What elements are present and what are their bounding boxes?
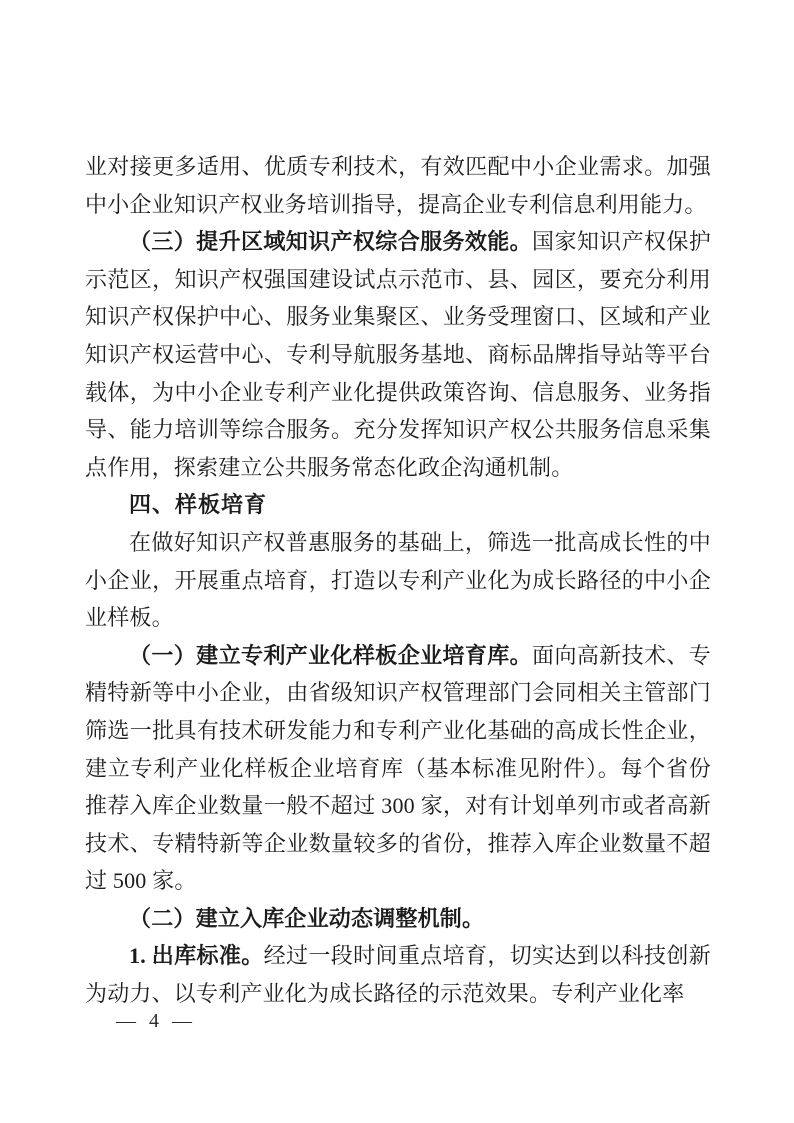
paragraph-section-4-intro <box>85 524 711 637</box>
paragraph-item-2 <box>85 900 711 938</box>
rule-1-body-text: 经过一段时间重点培育，切实达到以科技创新为动力、以专利产业化为成长路径的示范效果。专利产业化率 <box>85 943 711 1007</box>
paragraph-section-3 <box>85 223 711 486</box>
section-4-intro-text: 在做好知识产权普惠服务的基础上，筛选一批高成长性的中小企业，开展重点培育，打造以专利产业化为成长路径的中小企业样板。 <box>85 529 711 631</box>
item-1-body-text: 面向高新技术、专精特新等中小企业，由省级知识产权管理部门会同相关主管部门筛选一批具有技术研发能力和专利产业化基础的高成长性企业，建立专利产业化样板企业培育库（基本标准见附件）。每个省份推荐入库企业数量一般不超过 300 家，对有计划单列市或者高新技术、专精特新等企业数量较多的省份，推荐入库企业数量不超过 500 家。 <box>85 642 711 894</box>
heading-section-4 <box>85 486 711 524</box>
paragraph-continuation-text: 业对接更多适用、优质专利技术，有效匹配中小企业需求。加强中小企业知识产权业务培训指导，提高企业专利信息利用能力。 <box>85 154 711 217</box>
item-1-heading: （一）建立专利产业化样板企业培育库。 <box>129 642 533 668</box>
section-3-heading: （三）提升区域知识产权综合服务效能。 <box>129 229 533 255</box>
page-number: — 4 — <box>116 1010 196 1032</box>
rule-1-heading: 1. 出库标准。 <box>129 943 264 969</box>
paragraph-continuation <box>85 148 711 223</box>
item-2-heading: （二）建立入库企业动态调整机制。 <box>129 905 485 931</box>
paragraph-rule-1 <box>85 937 711 1012</box>
section-4-heading-text: 四、样板培育 <box>129 492 268 518</box>
document-body <box>85 148 711 1013</box>
section-3-body-text: 国家知识产权保护示范区，知识产权强国建设试点示范市、县、园区，要充分利用知识产权保护中心、服务业集聚区、业务受理窗口、区域和产业知识产权运营中心、专利导航服务基地、商标品牌指导站等平台载体，为中小企业专利产业化提供政策咨询、信息服务、业务指导、能力培训等综合服务。充分发挥知识产权公共服务信息采集点作用，探索建立公共服务常态化政企沟通机制。 <box>85 229 711 480</box>
paragraph-item-1 <box>85 637 711 900</box>
